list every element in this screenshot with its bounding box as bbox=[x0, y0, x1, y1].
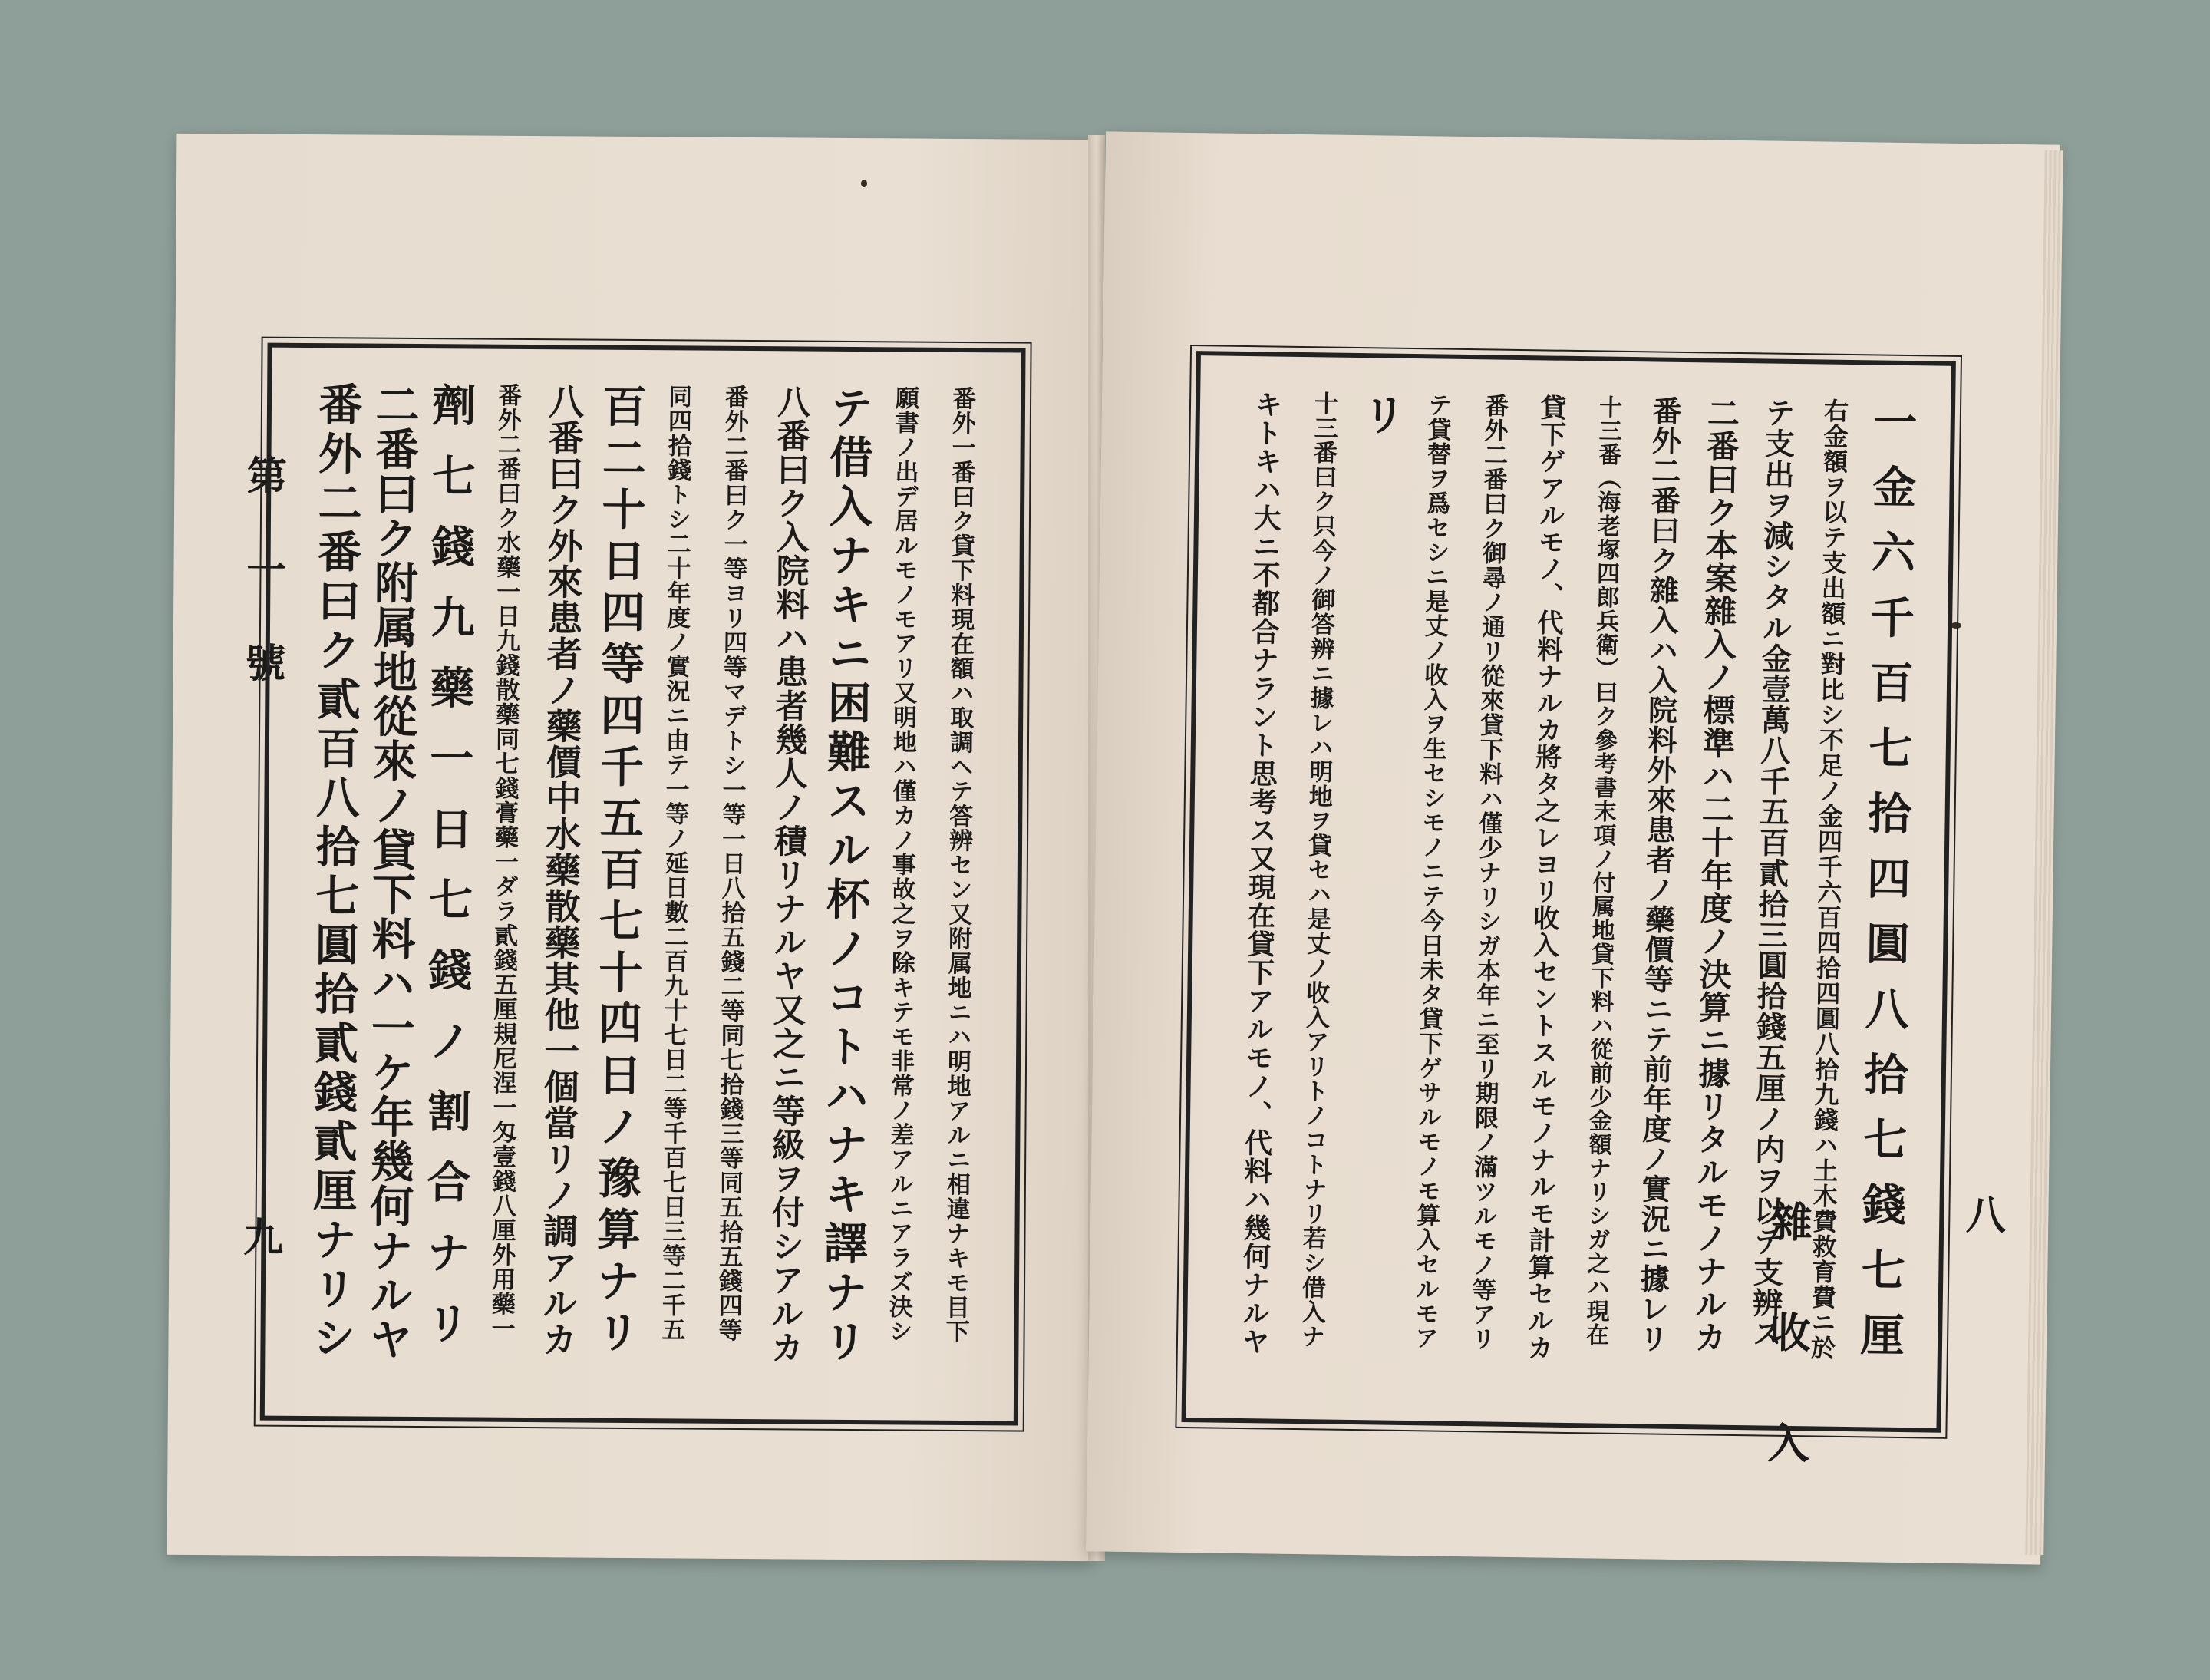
text-column: 番外二番曰ク御尋ノ通リ從來貸下料ハ僅少ナリシガ本年ニ至リ期限ノ滿ツルモノ等アリ bbox=[1466, 393, 1509, 1352]
text-column: 同四拾錢トシ二十年度ノ實況ニ由テ一等ノ延日數二百九十七日二等千百七日三等二千五 bbox=[657, 384, 692, 1342]
text-column: テ貸替ヲ爲セシニ是丈ノ收入ヲ生セシモノニテ今日未タ貸下ゲサルモノモ算入セルモア bbox=[1410, 392, 1452, 1351]
text-columns bbox=[295, 381, 990, 1390]
paper-spot bbox=[1951, 622, 1961, 629]
text-column: 十三番曰ク只今ノ御答辨ニ據レハ明地ヲ貸セハ是丈ノ收入アリトノコトナリ若シ借入ナ bbox=[1296, 391, 1338, 1349]
text-column: 番外二番曰ク水藥一日九錢散藥同七錢膏藥一ダラ貳錢五厘規尼涅一匁壹錢八厘外用藥一 bbox=[487, 382, 522, 1341]
text-column: テ借入ナキニ困難スル杯ノコトハナキ譯ナリ bbox=[816, 385, 875, 1368]
text-frame bbox=[260, 343, 1026, 1426]
section-title: 雜收入 bbox=[1760, 1200, 1814, 1533]
text-column: 一金六千百七拾四圓八拾七錢七厘 bbox=[1852, 398, 1918, 1378]
text-column: 右金額ヲ以テ支出額ニ對比シ不足ノ金四千六百四拾四圓八拾九錢ハ土木費救育費ニ於 bbox=[1806, 398, 1850, 1361]
right-page bbox=[1086, 131, 2060, 1564]
text-column: 番外二番曰ク一等ヨリ四等マデトシ一等一日八拾五錢二等同七拾錢三等同五拾五錢四等 bbox=[714, 384, 749, 1342]
text-column: 貸下ゲアルモノ、代料ナルカ將タ之レヨリ收入セントスルモノナルモ計算セルカ bbox=[1522, 394, 1567, 1361]
text-column: キトキハ大ニ不都合ナラント思考ス又現在貸下アルモノ、代料ハ幾何ナルヤ bbox=[1237, 390, 1284, 1356]
text-column: 八番曰ク外來患者ノ藥價中水藥散藥其他一個當リノ調アルカ bbox=[536, 383, 585, 1358]
text-frame bbox=[1182, 351, 1956, 1433]
text-column: 二番曰ク本案雜入ノ標準ハ二十年度ノ決算ニ據リタルモノナルカ bbox=[1689, 396, 1741, 1354]
left-page bbox=[167, 134, 1103, 1561]
text-column: 願書ノ出デ居ルモノモアリ又明地ハ僅カノ事故之ヲ除キテモ非常ノ差アルニアラズ決シ bbox=[884, 385, 919, 1344]
text-column: 番外二番曰ク雜入ハ入院料外來患者ノ藥價等ニテ前年度ノ實況ニ據レリ bbox=[1634, 395, 1683, 1354]
text-column: 十三番（海老塚四郎兵衛）曰ク參考書末項ノ付属地貸下料ハ從前少金額ナリシガ之ハ現在 bbox=[1581, 394, 1622, 1347]
text-column: 百二十日四等四千五百七十四日ノ豫算ナリ bbox=[589, 383, 648, 1361]
text-column: 番外二番曰ク貳百八拾七圓拾貳錢貳厘ナリシ bbox=[305, 381, 364, 1365]
text-column: テ支出ヲ減シタル金壹萬八千五百貳拾三圓拾錢五厘ノ内ヲ以テ支辨ス bbox=[1747, 397, 1796, 1349]
page-number: 九 bbox=[236, 1216, 283, 1256]
page-number: 八 bbox=[1958, 1193, 2006, 1234]
paper-spot bbox=[861, 180, 867, 187]
text-column: 劑七錢九藥一日七錢ノ割合ナリ bbox=[418, 382, 477, 1371]
text-column: 八番曰ク入院料ハ患者幾人ノ積リナルヤ又之ニ等級ヲ付シアルカ bbox=[765, 385, 811, 1365]
issue-label: 第一號 bbox=[238, 454, 287, 736]
text-column: リ bbox=[1341, 391, 1407, 1389]
text-columns bbox=[1217, 390, 1920, 1397]
text-column: 番外一番曰ク貸下料現在額ハ取調ヘテ答辨セン又附属地ニハ明地アルニ相違ナキモ目下 bbox=[941, 385, 976, 1345]
text-column: 二番曰ク附属地從來ノ貸下料ハ一ケ年幾何ナルヤ bbox=[361, 381, 421, 1362]
